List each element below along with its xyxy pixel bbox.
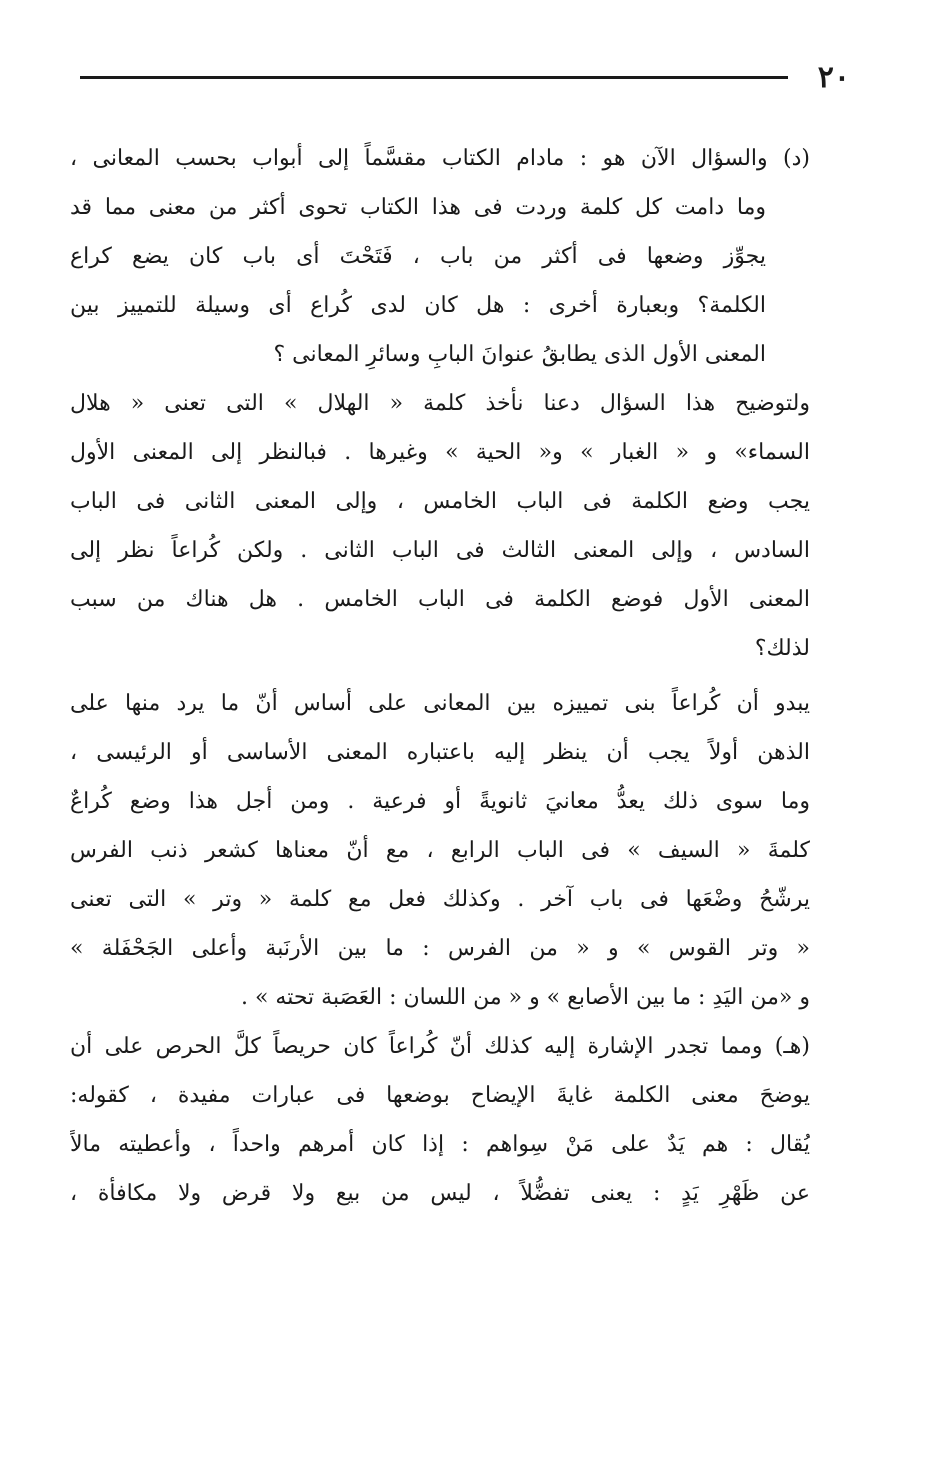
text-line: يجب وضع الكلمة فى الباب الخامس ، وإلى المعنى الثانى فى الباب [70, 489, 810, 514]
text-line: « وتر القوس » و « من الفرس : ما بين الأرنَبة وأعلى الجَحْفَلة » [70, 936, 810, 961]
text-line: الذهن أولاً يجب أن ينظر إليه باعتباره المعنى الأساسى أو الرئيسى ، [70, 740, 810, 765]
text-line: يبدو أن كُراعاً بنى تمييزه بين المعانى على أساس أنّ ما يرد منها على [70, 691, 810, 716]
text-line: و «من اليَدِ : ما بين الأصابع » و « من اللسان : العَصَبة تحته » . [240, 985, 810, 1010]
text-line: الكلمة؟ وبعبارة أخرى : هل كان لدى كُراع أى وسيلة للتمييز بين [70, 293, 766, 318]
text-line: يجوِّز وضعها فى أكثر من باب ، فَتَحْتَ أى باب كان يضع كراع [70, 244, 766, 269]
page-header [80, 56, 850, 100]
text-line: عن ظَهْرِ يَدٍ : يعنى تفضُّلاً ، ليس من بيع ولا قرض ولا مكافأة ، [70, 1181, 810, 1206]
paragraph-h [70, 1022, 810, 1218]
paragraph-3 [70, 679, 810, 1022]
text-line: لذلك؟ [754, 636, 810, 661]
text-line: وما سوى ذلك يعدُّ معانيَ ثانويةً أو فرعية . ومن أجل هذا وضع كُراعٌ [70, 789, 810, 814]
paragraph-2 [70, 379, 810, 673]
text-line: كلمةَ « السيف » فى الباب الرابع ، مع أنّ معناها كشعر ذنب الفرس [70, 838, 810, 863]
paragraph-d [70, 134, 810, 379]
text-line: السماء» و « الغبار » و« الحية » وغيرها . فبالنظر إلى المعنى الأول [70, 440, 810, 465]
body-text [70, 134, 810, 1218]
text-line: يرشّحُ وضْعَها فى باب آخر . وكذلك فعل مع كلمة « وتر » التى تعنى [70, 887, 810, 912]
text-line: المعنى الأول فوضع الكلمة فى الباب الخامس . هل هناك من سبب [70, 587, 810, 612]
text-line: (هـ) ومما تجدر الإشارة إليه كذلك أنّ كُراعاً كان حريصاً كلَّ الحرص على أن [70, 1034, 810, 1059]
text-line: ولتوضيح هذا السؤال دعنا نأخذ كلمة « الهلال » التى تعنى « هلال [70, 391, 810, 416]
text-line: يُقال : هم يَدٌ على مَنْ سِواهم : إذا كان أمرهم واحداً ، وأعطيته مالاً [70, 1132, 810, 1157]
text-line: (د) والسؤال الآن هو : مادام الكتاب مقسَّماً إلى أبواب بحسب المعانى ، [70, 146, 810, 171]
text-line: المعنى الأول الذى يطابقُ عنوانَ البابِ وسائرِ المعانى ؟ [273, 342, 766, 367]
text-line: يوضحَ معنى الكلمة غايةَ الإيضاح بوضعها فى عبارات مفيدة ، كقوله: [70, 1083, 810, 1108]
text-line: وما دامت كل كلمة وردت فى هذا الكتاب تحوى أكثر من معنى مما قد [70, 195, 766, 220]
page-number: ٢٠ [817, 60, 850, 95]
text-line: السادس ، وإلى المعنى الثالث فى الباب الثانى . ولكن كُراعاً نظر إلى [70, 538, 810, 563]
header-rule [80, 76, 788, 79]
